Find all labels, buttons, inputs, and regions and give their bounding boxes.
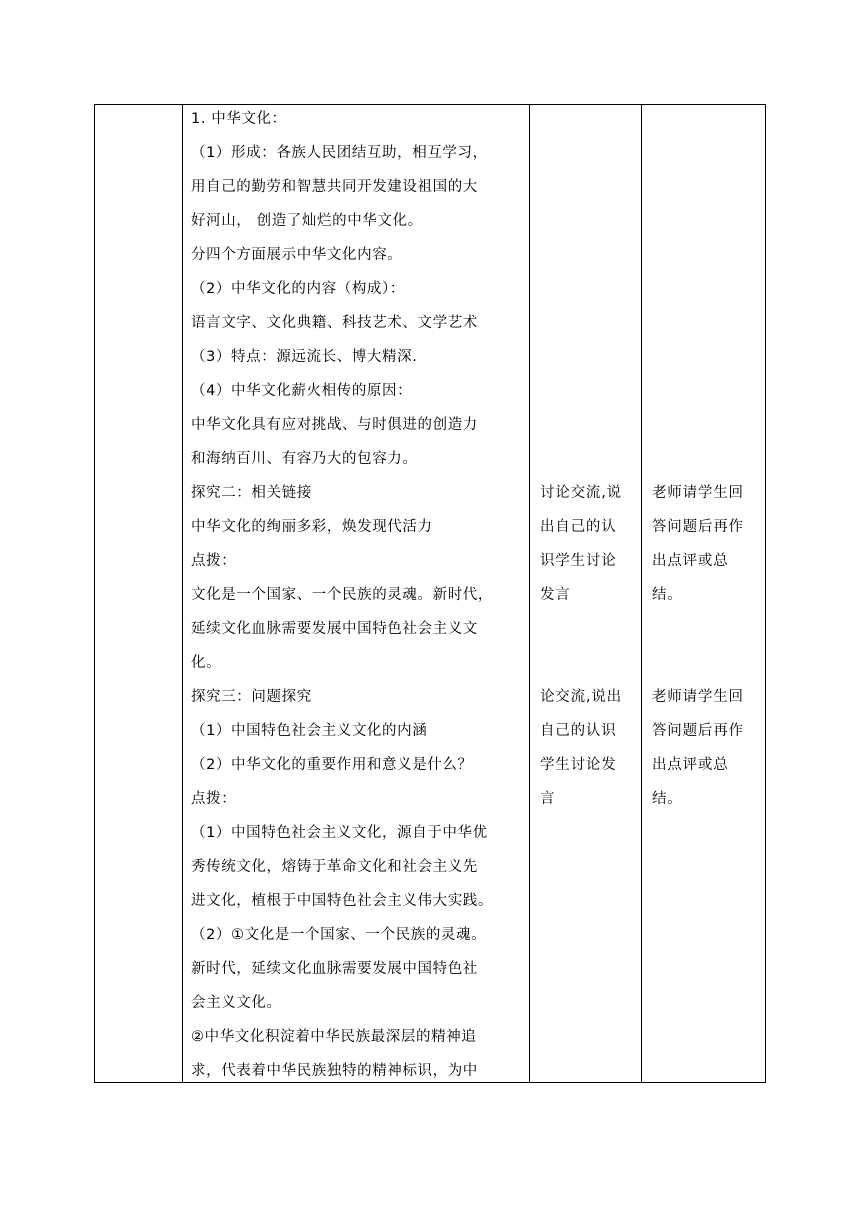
student-activity-cell (531, 105, 641, 1082)
student-activity-line: 言 (540, 791, 556, 807)
teacher-activity-line: 出点评或总 (652, 757, 729, 773)
content-line: 探究三：问题探究 (191, 689, 312, 705)
content-line: 1. 中华文化： (191, 111, 287, 127)
student-activity-line: 识学生讨论 (540, 553, 617, 569)
teacher-activity-line: 结。 (652, 587, 683, 603)
teacher-activity-block (652, 680, 744, 816)
content-line: 化。 (191, 655, 222, 671)
content-line: （3）特点：源远流长、博大精深. (191, 349, 418, 365)
content-line: （1）形成：各族人民团结互助，相互学习， (191, 145, 488, 161)
student-activity-line: 论交流,说出 (540, 689, 622, 705)
content-line: 用自己的勤劳和智慧共同开发建设祖国的大 (191, 179, 478, 195)
student-activity-line: 讨论交流,说 (540, 485, 622, 501)
teacher-activity-line: 答问题后再作 (652, 723, 744, 739)
content-line: 新时代，延续文化血脉需要发展中国特色社 (191, 961, 478, 977)
content-line: 秀传统文化，熔铸于革命文化和社会主义先 (191, 859, 478, 875)
content-line: 好河山， 创造了灿烂的中华文化。 (191, 213, 423, 229)
content-line: 求，代表着中华民族独特的精神标识，为中 (191, 1063, 478, 1079)
content-line: （1）中国特色社会主义文化，源自于中华优 (191, 825, 488, 841)
content-line: 中华文化具有应对挑战、与时俱进的创造力 (191, 417, 478, 433)
content-line: 分四个方面展示中华文化内容。 (191, 247, 403, 263)
section-cell (95, 105, 182, 1082)
content-line: （2）中华文化的重要作用和意义是什么？ (191, 757, 473, 773)
teacher-activity-cell (643, 105, 765, 1082)
content-line: 进文化，植根于中国特色社会主义伟大实践。 (191, 893, 493, 909)
content-line: 点拨： (191, 791, 237, 807)
content-line: 语言文字、文化典籍、科技艺术、文学艺术 (191, 315, 478, 331)
content-line: 和海纳百川、有容乃大的包容力。 (191, 451, 418, 467)
student-activity-line: 学生讨论发 (540, 757, 617, 773)
teacher-activity-block (652, 476, 744, 612)
student-activity-line: 出自己的认 (540, 519, 617, 535)
lesson-table (94, 104, 766, 1083)
content-line: （2）①文化是一个国家、一个民族的灵魂。 (191, 927, 487, 943)
teacher-activity-line: 老师请学生回 (652, 485, 744, 501)
content-line: 会主义文化。 (191, 995, 282, 1011)
content-line: 延续文化血脉需要发展中国特色社会主义文 (191, 621, 478, 637)
column-divider (641, 105, 642, 1082)
teacher-activity-line: 老师请学生回 (652, 689, 744, 705)
student-activity-block (540, 476, 622, 612)
content-line: （2）中华文化的内容（构成）： (191, 281, 405, 297)
student-activity-line: 发言 (540, 587, 571, 603)
teacher-activity-line: 答问题后再作 (652, 519, 744, 535)
content-line: （4）中华文化薪火相传的原因： (191, 383, 413, 399)
content-line: 中华文化的绚丽多彩，焕发现代活力 (191, 519, 433, 535)
content-line: 点拨： (191, 553, 237, 569)
student-activity-block (540, 680, 622, 816)
content-line: 文化是一个国家、一个民族的灵魂。新时代， (191, 587, 493, 603)
teacher-activity-line: 出点评或总 (652, 553, 729, 569)
teaching-content-cell (182, 105, 538, 1082)
teacher-activity-line: 结。 (652, 791, 683, 807)
content-line: （1）中国特色社会主义文化的内涵 (191, 723, 428, 739)
content-line: ②中华文化积淀着中华民族最深层的精神追 (191, 1029, 477, 1045)
student-activity-line: 自己的认识 (540, 723, 617, 739)
content-line: 探究二：相关链接 (191, 485, 312, 501)
